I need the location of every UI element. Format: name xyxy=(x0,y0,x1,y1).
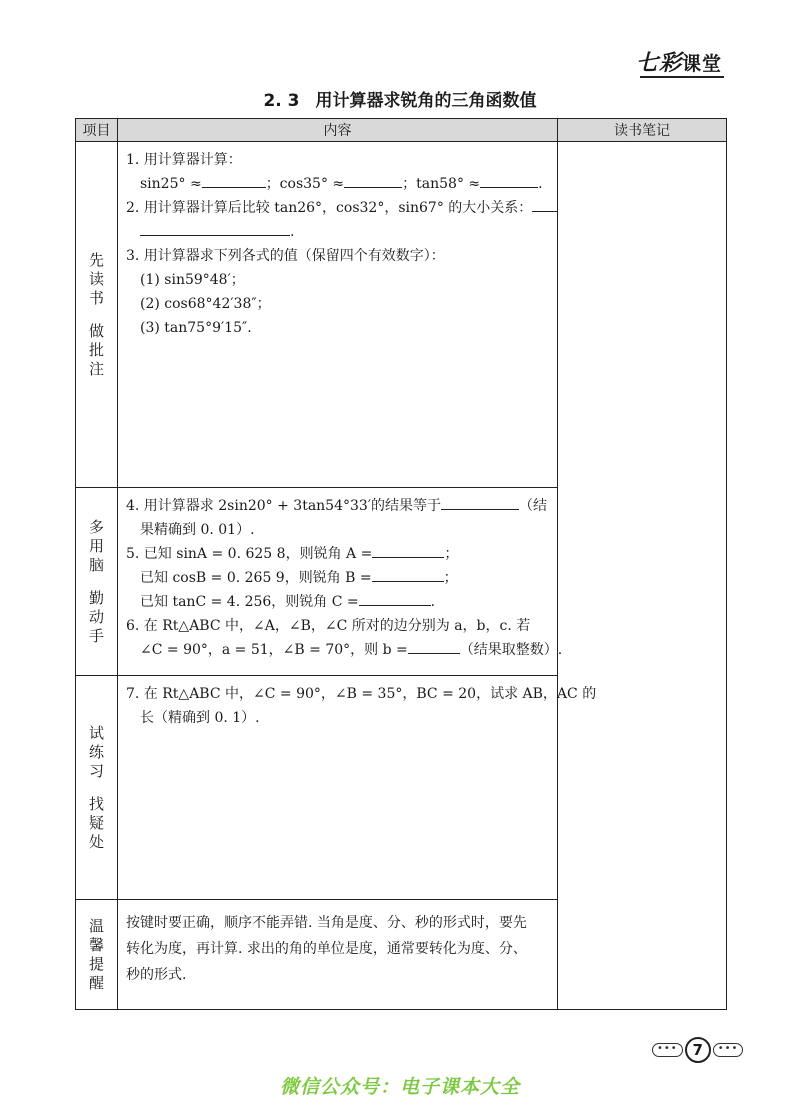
q4-tail: （结 xyxy=(519,498,547,514)
section-content-tip xyxy=(118,900,558,1010)
q7-line-2: 长（精确到 0. 1）. xyxy=(140,710,260,726)
label-a: 温馨 xyxy=(88,916,104,954)
q6-line-2 xyxy=(126,638,563,662)
notes-column[interactable] xyxy=(558,142,727,1010)
q2-line-2 xyxy=(126,220,547,244)
q7-line: 7. 在 Rt△ABC 中，∠C = 90°，∠B = 35°，BC = 20，试求 AB，AC 的 xyxy=(126,686,597,702)
brand-part2: 课堂 xyxy=(681,53,722,75)
q5c-text: 已知 tanC = 4. 256，则锐角 C = xyxy=(140,594,359,610)
header-item: 项目 xyxy=(76,119,118,142)
brand-part1: 七彩 xyxy=(635,51,682,76)
q5b-line xyxy=(126,566,547,590)
q2-end: . xyxy=(290,224,295,240)
q1-end: . xyxy=(538,176,543,192)
brand-logo xyxy=(636,46,722,77)
answer-blank[interactable] xyxy=(408,639,460,654)
q5b-text: 已知 cosB = 0. 265 9，则锐角 B = xyxy=(140,570,372,586)
answer-blank[interactable] xyxy=(372,567,444,582)
page-title xyxy=(0,86,800,111)
q6-text: 6. 在 Rt△ABC 中，∠A，∠B，∠C 所对的边分别为 a，b，c. 若 xyxy=(126,618,531,634)
q3-sub-1: (1) sin59°48′； xyxy=(140,272,245,288)
q2-line xyxy=(126,196,547,220)
header-notes: 读书笔记 xyxy=(558,119,727,142)
q1-text: 1. 用计算器计算： xyxy=(126,152,242,168)
q6-line xyxy=(126,614,547,638)
section-content-think xyxy=(118,488,563,676)
q1-answers xyxy=(126,172,547,196)
page-number: 7 xyxy=(685,1037,711,1063)
q5a-text: 5. 已知 sinA = 0. 625 8，则锐角 A = xyxy=(126,546,373,562)
label-b: 找疑处 xyxy=(88,794,104,851)
section-content-practice xyxy=(118,676,597,900)
q6-text-2: ∠C = 90°，a = 51，∠B = 70°，则 b = xyxy=(140,642,408,658)
q3-sub-2: (2) cos68°42′38″； xyxy=(140,296,271,312)
tip-line-3: 秒的形式. xyxy=(126,967,187,983)
q1-line xyxy=(126,148,547,172)
answer-blank[interactable] xyxy=(359,591,431,606)
label-b: 做批注 xyxy=(88,321,104,378)
section-content-read xyxy=(118,142,558,488)
q5a-end: ； xyxy=(444,546,459,562)
label-b: 勤动手 xyxy=(88,588,104,645)
q5a-line xyxy=(126,542,547,566)
q3-sub-3: (3) tan75°9′15″. xyxy=(140,320,252,336)
answer-blank[interactable] xyxy=(372,543,444,558)
footer-watermark: 微信公众号：电子课本大全 xyxy=(279,1076,520,1098)
q1-sin: sin25° ≈ xyxy=(140,176,202,192)
section-label-practice xyxy=(76,676,118,900)
tip-line-2: 转化为度，再计算. 求出的角的单位是度，通常要转化为度、分、 xyxy=(126,941,527,957)
section-number: 2. 3 xyxy=(263,91,300,111)
answer-blank[interactable] xyxy=(202,173,266,188)
q4-line xyxy=(126,494,547,518)
dots-left-icon: ••• xyxy=(652,1043,683,1057)
q3-text: 3. 用计算器求下列各式的值（保留四个有效数字）： xyxy=(126,248,445,264)
q5c-end: . xyxy=(430,594,436,610)
section-label-tip xyxy=(76,900,118,1010)
header-content: 内容 xyxy=(118,119,558,142)
dots-right-icon: ••• xyxy=(713,1043,744,1057)
answer-blank[interactable] xyxy=(532,197,558,212)
answer-blank[interactable] xyxy=(480,173,538,188)
brand-underline xyxy=(640,76,724,78)
label-a: 多用脑 xyxy=(88,517,104,574)
section-title: 用计算器求锐角的三角函数值 xyxy=(315,91,537,111)
label-b: 提醒 xyxy=(88,954,104,992)
q5c-line xyxy=(126,590,547,614)
q2-text: 2. 用计算器计算后比较 tan26°，cos32°，sin67° 的大小关系： xyxy=(126,200,533,216)
q4-text: 4. 用计算器求 2sin20° + 3tan54°33′的结果等于 xyxy=(126,498,441,514)
label-a: 先读书 xyxy=(88,250,104,307)
q4-line-2: 果精确到 0. 01）. xyxy=(140,522,255,538)
section-label-think xyxy=(76,488,118,676)
section-label-read xyxy=(76,142,118,488)
answer-blank[interactable] xyxy=(344,173,402,188)
q5b-end: ； xyxy=(443,570,458,586)
q3-line xyxy=(126,244,547,268)
label-a: 试练习 xyxy=(88,723,104,780)
q6-end: （结果取整数）. xyxy=(459,642,563,658)
answer-blank[interactable] xyxy=(441,495,519,510)
page-number-badge xyxy=(652,1037,743,1063)
tip-line-1: 按键时要正确，顺序不能弄错. 当角是度、分、秒的形式时，要先 xyxy=(126,915,527,931)
study-table xyxy=(75,118,727,1010)
q1-cos: ；cos35° ≈ xyxy=(265,176,345,192)
answer-blank[interactable] xyxy=(140,221,290,236)
q1-tan: ；tan58° ≈ xyxy=(402,176,481,192)
